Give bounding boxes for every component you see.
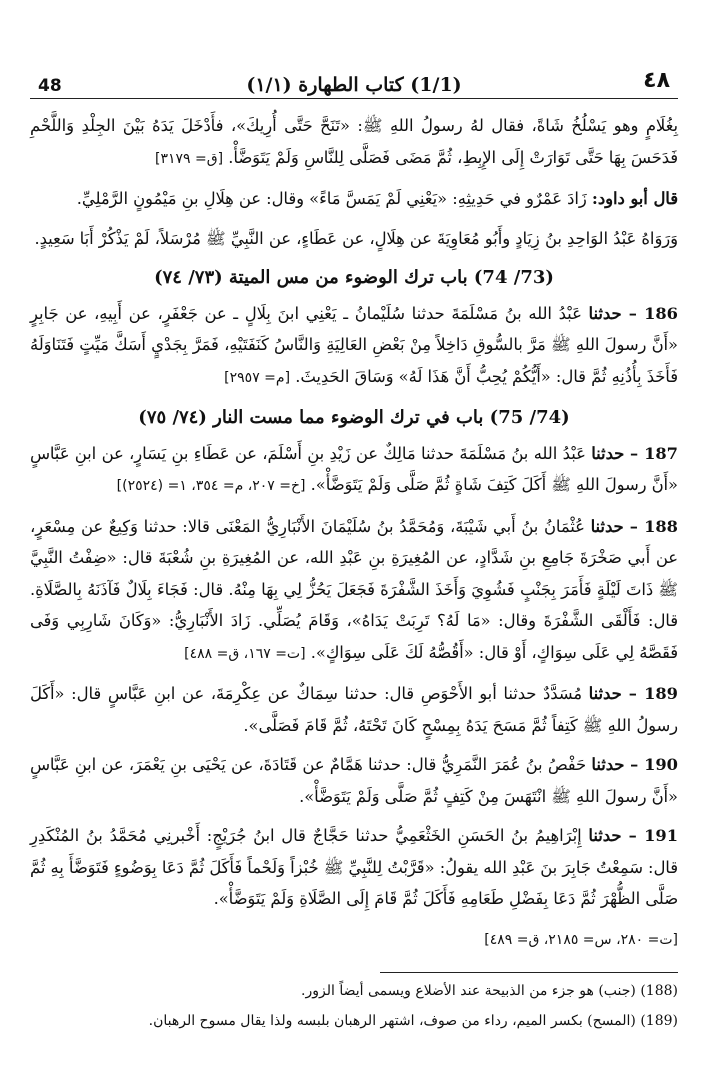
- hadith-187: 187 – حدثنا عَبْدُ الله بنُ مَسْلَمَةَ حدثنا مَالِكٌ عن زَيْدِ بنِ أَسْلَمَ، عن عَطَاءِ بنِ يَسَارٍ، عن ابنِ عَبَّاسٍ «أَنَّ رسولَ اللهِ ﷺ أَكَلَ كَتِفَ شَاةٍ ثُمَّ صَلَّى وَلَمْ يَتَوَضَّأْ». [خ= ٢٠٧، م= ٣٥٤، ١= (٢٥٢٤)]: [30, 443, 678, 494]
- paragraph: قال أبو داود: زَادَ عَمْرٌو في حَدِيثِهِ: «يَعْنِي لَمْ يَمَسَّ مَاءً» وقال: عن هِلَالِ بنِ مَيْمُونٍ الرَّمْلِيِّ.: [76, 189, 678, 208]
- page-number-latin: 48: [38, 76, 62, 96]
- running-title: (1/1) كتاب الطهارة (١/١): [246, 74, 462, 96]
- reference: [م= ٢٩٥٧]: [224, 369, 291, 386]
- hadith-191: 191 – حدثنا إِبْرَاهِيمُ بنُ الحَسَنِ الخَثْعَمِيُّ حدثنا حَجَّاجٌ قال ابنُ جُرَيْجٍ: أَخْبرنِي مُحَمَّدُ بنُ المُنْكَدِرِ قال: سَمِعْتُ جَابِرَ بنَ عَبْدِ الله يقولُ: «قَرَّبْتُ لِلنَّبِيِّ ﷺ خُبْزاً وَلَحْماً فَأَكَلَ ثُمَّ دَعَا بِوَضُوءٍ فَتَوَضَّأَ بِهِ ثُمَّ صَلَّى الظُّهْرَ ثُمَّ دَعَا بِفَضْلِ طَعَامِهِ فَأَكَلَ ثُمَّ قَامَ إِلَى الصَّلَاةِ وَلَمْ يَتَوَضَّأْ».: [30, 826, 678, 908]
- footnotes: [30, 978, 678, 1038]
- chapter-heading: (74/ 75) باب في ترك الوضوء مما مست النار (٧٤/ ٧٥): [138, 407, 570, 428]
- hadith-188: 188 – حدثنا عُثْمَانُ بنُ أَبي شَيْبَةَ، وَمُحَمَّدُ بنُ سُلَيْمَانَ الأَنْبَارِيُّ المَعْنَى قالا: حدثنا وَكِيعٌ عن مِسْعَرٍ، عن أَبي صَخْرَةَ جَامِعِ بنِ شَدَّادٍ، عن المُغِيرَةِ بنِ عَبْدِ الله، عن المُغِيرَةِ بنِ شُعْبَةَ قال: «ضِفْتُ النَّبِيَّ ﷺ ذَاتَ لَيْلَةٍ فَأَمَرَ بِجَنْبٍ فَشُوِيَ وَأَخَذَ الشَّفْرَةَ فَجَعَلَ يَحُزُّ لِي بِهَا مِنْهُ. قال: فَجَاءَ بِلَالٌ فَآذَنَهُ بِالصَّلَاةِ. قال: فَأَلْقَى الشَّفْرَةَ وقال: «مَا لَهُ؟ تَرِبَتْ يَدَاهُ»، وَقَامَ يُصَلِّي. زَادَ الأَنْبَارِيُّ: «وَكَانَ شَارِبِي وَفَى فَقَصَّهُ لِي عَلَى سِوَاكٍ، أَوْ قال: «أَقُصُّهُ لَكَ عَلَى سِوَاكٍ». [ت= ١٦٧، ق= ٤٨٨]: [30, 516, 678, 662]
- paragraph: وَرَوَاهُ عَبْدُ الوَاحِدِ بنُ زِيَادٍ وأَبُو مُعَاوِيَةَ عن هِلَالٍ، عن عَطَاءٍ، عن النَّبِيِّ ﷺ مُرْسَلاً، لَمْ يَذْكُرْ أَبَا سَعِيدٍ.: [34, 228, 678, 248]
- reference: [خ= ٢٠٧، م= ٣٥٤، ١= (٢٥٢٤)]: [116, 478, 306, 494]
- footnote-189: (189) (المسح) بكسر الميم، رداء من صوف، اشتهر الرهبان بلبسه ولذا يقال مسوح الرهبان.: [148, 1013, 678, 1029]
- page-body: [30, 110, 678, 960]
- paragraph: بِغُلَامٍ وهو يَسْلُخُ شَاةً، فقال لهُ رسولُ اللهِ ﷺ: «تَنَحَّ حَتَّى أُرِيكَ»، فأَدْخَلَ يَدَهُ بَيْنَ الجِلْدِ وَاللَّحْمِ فَدَحَسَ بِهَا حَتَّى تَوَارَتْ إِلَى الإِبِطِ، ثُمَّ مَضَى فَصَلَّى لِلنَّاسِ وَلَمْ يَتَوَضَّأْ. [ق= ٣١٧٩]: [30, 116, 678, 167]
- page-number-arabic: ٤٨: [643, 68, 670, 93]
- hadith-189: 189 – حدثنا مُسَدَّدٌ حدثنا أبو الأَحْوَصِ قال: حدثنا سِمَاكٌ عن عِكْرِمَةَ، عن ابنِ عَبَّاسٍ قال: «أَكَلَ رسولُ اللهِ ﷺ كَتِفاً ثُمَّ مَسَحَ يَدَهُ بِمِسْحٍ كَانَ تَحْتَهُ، ثُمَّ قَامَ فَصَلَّى».: [30, 684, 678, 735]
- footnote-separator: [380, 972, 678, 973]
- hadith-190: 190 – حدثنا حَفْصُ بنُ عُمَرَ النَّمَرِيُّ قال: حدثنا هَمَّامٌ عن قَتَادَةَ، عن يَحْيَى بنِ يَعْمَرَ، عن ابنِ عَبَّاسٍ «أَنَّ رسولَ اللهِ ﷺ انْتَهَسَ مِنْ كَتِفٍ ثُمَّ صَلَّى وَلَمْ يَتَوَضَّأْ».: [30, 755, 678, 806]
- reference: [ت= ١٦٧، ق= ٤٨٨]: [184, 645, 306, 662]
- reference-line: [ت= ٢٨٠، س= ٢١٨٥، ق= ٤٨٩]: [484, 931, 678, 948]
- chapter-heading: (73/ 74) باب ترك الوضوء من مس الميتة (٧٣/ ٧٤): [154, 267, 554, 288]
- page-header: [30, 66, 678, 99]
- footnote-188: (188) (جنب) هو جزء من الذبيحة عند الأضلاع ويسمى أيضاً الزور.: [301, 983, 678, 999]
- reference: [ق= ٣١٧٩]: [155, 150, 224, 167]
- hadith-186: 186 – حدثنا عَبْدُ الله بنُ مَسْلَمَةَ حدثنا سُلَيْمانُ ـ يَعْنِي ابنَ بِلَالٍ ـ عن جَعْفَرٍ، عن أَبِيهِ، عن جَابِرٍ «أَنَّ رسولَ اللهِ ﷺ مَرَّ بالسُّوقِ دَاخِلاً مِنْ بَعْضِ العَالِيَةِ وَالنَّاسُ كَنَفَتَيْهِ، فَمَرَّ بِجَدْيٍ أَسَكَّ مَيِّتٍ فَتَنَاوَلَهُ فَأَخَذَ بِأُذُنِهِ ثُمَّ قال: «أَيُّكُمْ يُحِبُّ أَنَّ هَذَا لَهُ» وَسَاقَ الحَدِيثَ. [م= ٢٩٥٧]: [30, 303, 678, 386]
